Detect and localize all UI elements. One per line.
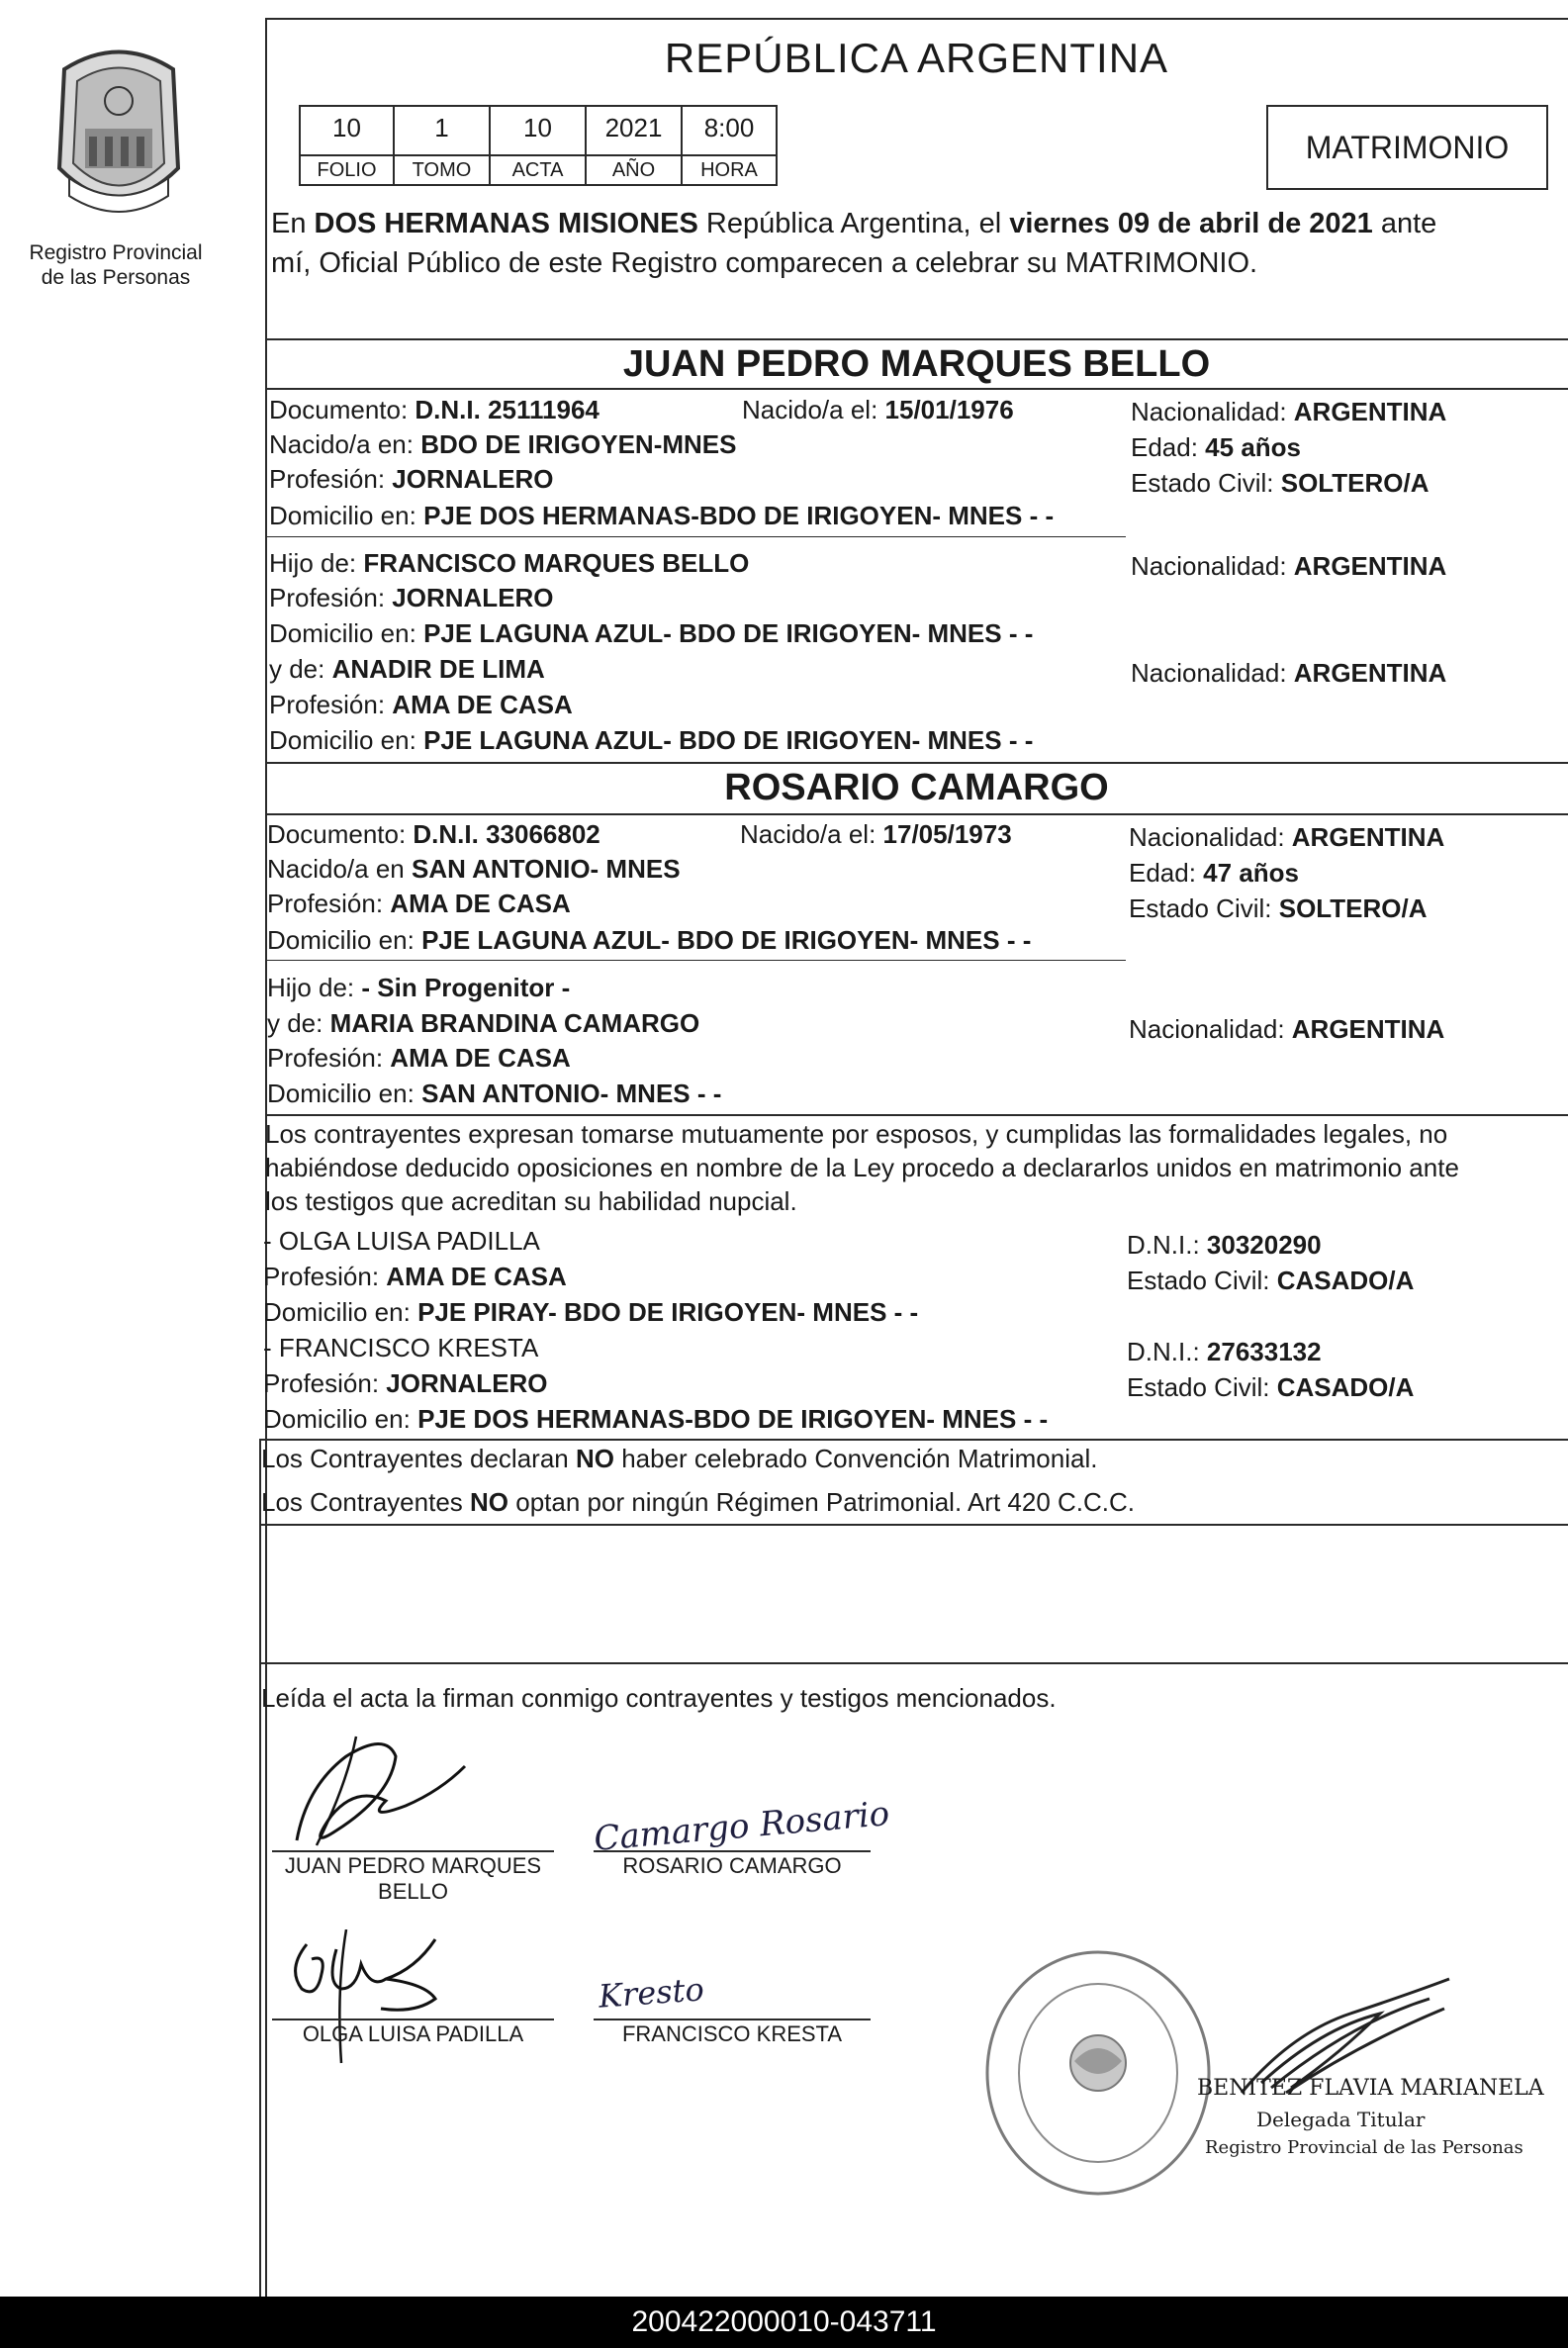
c2-documento <box>267 818 600 850</box>
divider-c1-name <box>265 388 1568 390</box>
c1-doc-value: D.N.I. 25111964 <box>415 395 600 424</box>
c1-prof-label: Profesión: <box>269 464 393 494</box>
c2-nacionalidad-value: ARGENTINA <box>1291 822 1445 852</box>
signature-kresta: Kresto <box>597 1970 705 2016</box>
c2-madre-dom-value: SAN ANTONIO- MNES - - <box>421 1079 722 1108</box>
c1-dom-value: PJE DOS HERMANAS-BDO DE IRIGOYEN- MNES - - <box>423 501 1055 530</box>
convencion-line1 <box>261 1443 1097 1474</box>
c1-lugar-value: BDO DE IRIGOYEN-MNES <box>420 429 737 459</box>
c2-madre-label: y de: <box>267 1008 330 1038</box>
c2-nac-value: 17/05/1973 <box>882 819 1012 849</box>
divider-observaciones-bottom <box>259 1662 1568 1664</box>
hora-label: HORA <box>683 154 776 184</box>
contrayente2-name: ROSARIO CAMARGO <box>724 767 1109 808</box>
c1-profesion <box>269 463 554 495</box>
testigo1-domicilio <box>263 1296 918 1328</box>
c2-civil-label: Estado Civil: <box>1129 893 1279 923</box>
c1-nac-label: Nacido/a el: <box>742 395 885 424</box>
c1-madre-prof-label: Profesión: <box>269 690 393 719</box>
testigo2-dni <box>1127 1336 1322 1367</box>
t2-civil-value: CASADO/A <box>1276 1372 1415 1402</box>
c1-padre-dom-value: PJE LAGUNA AZUL- BDO DE IRIGOYEN- MNES - - <box>423 618 1034 648</box>
oficial-registro: Registro Provincial de las Personas <box>1205 2137 1523 2158</box>
c2-madre-domicilio <box>267 1078 721 1109</box>
testigo2-domicilio <box>263 1403 1048 1435</box>
t1-dom-label: Domicilio en: <box>263 1297 418 1327</box>
testigo1-dni <box>1127 1229 1322 1261</box>
page-title: REPÚBLICA ARGENTINA <box>664 35 1169 81</box>
tomo-cell <box>393 105 491 186</box>
c1-nacionalidad-value: ARGENTINA <box>1293 397 1447 426</box>
t2-dni-label: D.N.I.: <box>1127 1337 1207 1366</box>
c1-prof-value: JORNALERO <box>392 464 554 494</box>
c1-lugar <box>269 428 736 460</box>
c1-madre-prof-value: AMA DE CASA <box>392 690 573 719</box>
divider-convencion <box>259 1439 1568 1441</box>
t2-dni-value: 27633132 <box>1206 1337 1322 1366</box>
c1-padre-nac-value: ARGENTINA <box>1293 551 1447 581</box>
testigo2-profesion <box>263 1367 548 1399</box>
acta-type-box: MATRIMONIO <box>1266 105 1548 190</box>
c2-dom-underline <box>265 960 1126 961</box>
c1-nacionalidad <box>1131 396 1446 427</box>
c1-padre-nacionalidad <box>1131 550 1446 582</box>
c1-padre-dom-label: Domicilio en: <box>269 618 424 648</box>
c2-profesion <box>267 888 571 919</box>
intro-text-b: República Argentina, el <box>697 208 1010 239</box>
c1-padre-nac-label: Nacionalidad: <box>1131 551 1294 581</box>
divider-c2-name <box>265 813 1568 815</box>
c1-edad-label: Edad: <box>1131 432 1206 462</box>
provincia-misiones-logo <box>30 40 208 237</box>
c1-madre-nac-value: ARGENTINA <box>1293 658 1447 688</box>
sig-label-2: ROSARIO CAMARGO <box>622 1853 842 1878</box>
c2-madre-nac-value: ARGENTINA <box>1291 1014 1445 1044</box>
testigo2-nombre: - FRANCISCO KRESTA <box>263 1333 539 1362</box>
conv2-c: optan por ningún Régimen Patrimonial. Art 420 C.C.C. <box>508 1487 1136 1517</box>
c2-padre <box>267 972 570 1003</box>
c2-madre-nacionalidad <box>1129 1013 1444 1045</box>
hora-value: 8:00 <box>703 113 755 142</box>
oficial-nombre: BENITEZ FLAVIA MARIANELA <box>1197 2076 1544 2101</box>
sig-label-3: OLGA LUISA PADILLA <box>302 2021 524 2046</box>
c1-padre-prof-label: Profesión: <box>269 583 393 612</box>
c1-madre-nacionalidad <box>1131 657 1446 689</box>
sig-label-1-line1: JUAN PEDRO MARQUES <box>284 1853 542 1878</box>
c1-edad <box>1131 431 1301 463</box>
contrayente1-name: JUAN PEDRO MARQUES BELLO <box>622 343 1211 385</box>
c2-edad <box>1129 857 1299 889</box>
acta-cell <box>489 105 587 186</box>
c2-edad-label: Edad: <box>1129 858 1204 888</box>
intro-text-c: ante <box>1372 208 1437 239</box>
folio-cell <box>299 105 395 186</box>
t1-civil-value: CASADO/A <box>1276 1266 1415 1295</box>
c2-lugar-value: SAN ANTONIO- MNES <box>411 854 681 884</box>
t2-prof-label: Profesión: <box>263 1368 387 1398</box>
sig-label-1-line2: BELLO <box>378 1879 448 1904</box>
c1-padre-profesion <box>269 582 554 613</box>
oficial-cargo: Delegada Titular <box>1256 2108 1426 2131</box>
testigo1-estado-civil <box>1127 1265 1414 1296</box>
testigo1-nombre: - OLGA LUISA PADILLA <box>263 1226 540 1256</box>
c2-nac-label: Nacido/a el: <box>740 819 883 849</box>
c2-dom-label: Domicilio en: <box>267 925 422 955</box>
c2-lugar-label: Nacido/a en <box>267 854 412 884</box>
c1-civil-value: SOLTERO/A <box>1280 468 1430 498</box>
intro-fecha: viernes 09 de abril de 2021 <box>1009 208 1373 239</box>
c2-prof-label: Profesión: <box>267 889 391 918</box>
tomo-label: TOMO <box>395 154 489 184</box>
acta-value: 10 <box>523 113 552 142</box>
declaracion-line3: los testigos que acreditan su habilidad nupcial. <box>265 1186 797 1216</box>
c2-madre-nac-label: Nacionalidad: <box>1129 1014 1292 1044</box>
intro-line1 <box>271 208 1436 239</box>
divider-observaciones-top <box>259 1524 1568 1526</box>
c1-madre-dom-value: PJE LAGUNA AZUL- BDO DE IRIGOYEN- MNES - - <box>423 725 1034 755</box>
testigo2-estado-civil <box>1127 1371 1414 1403</box>
c1-padre-value: FRANCISCO MARQUES BELLO <box>363 548 750 578</box>
tomo-value: 1 <box>434 113 449 142</box>
c1-padre-prof-value: JORNALERO <box>392 583 554 612</box>
c1-edad-value: 45 años <box>1205 432 1301 462</box>
c1-dom-underline <box>265 536 1126 537</box>
t2-dom-label: Domicilio en: <box>263 1404 418 1434</box>
t1-dni-label: D.N.I.: <box>1127 1230 1207 1260</box>
c1-estado-civil <box>1131 467 1429 499</box>
c1-nacionalidad-label: Nacionalidad: <box>1131 397 1294 426</box>
c1-madre-label: y de: <box>269 654 332 684</box>
t1-dom-value: PJE PIRAY- BDO DE IRIGOYEN- MNES - - <box>417 1297 919 1327</box>
c2-madre-prof-label: Profesión: <box>267 1043 391 1073</box>
t1-prof-value: AMA DE CASA <box>386 1262 567 1291</box>
divider-c2-top <box>265 762 1568 764</box>
c1-madre <box>269 653 545 685</box>
conv1-no: NO <box>575 1444 614 1473</box>
testigo1-profesion <box>263 1261 567 1292</box>
c2-madre-dom-label: Domicilio en: <box>267 1079 422 1108</box>
signature-juan-pedro <box>277 1727 475 1855</box>
convencion-line2 <box>261 1486 1135 1518</box>
anio-label: AÑO <box>587 154 681 184</box>
document-code-bar: 200422000010-043711 <box>0 2297 1568 2348</box>
c2-doc-value: D.N.I. 33066802 <box>413 819 600 849</box>
c1-civil-label: Estado Civil: <box>1131 468 1281 498</box>
t1-dni-value: 30320290 <box>1206 1230 1322 1260</box>
divider-c1-top <box>265 338 1568 340</box>
c1-padre-domicilio <box>269 617 1033 649</box>
c1-lugar-label: Nacido/a en: <box>269 429 421 459</box>
c1-madre-dom-label: Domicilio en: <box>269 725 424 755</box>
c1-madre-value: ANADIR DE LIMA <box>331 654 545 684</box>
anio-cell <box>585 105 683 186</box>
c1-nacimiento <box>742 394 1014 425</box>
conv1-a: Los Contrayentes declaran <box>261 1444 576 1473</box>
c2-madre <box>267 1007 699 1039</box>
c2-nacionalidad <box>1129 821 1444 853</box>
c2-edad-value: 47 años <box>1203 858 1299 888</box>
signature-rosario: Camargo Rosario <box>592 1794 891 1859</box>
conv2-a: Los Contrayentes <box>261 1487 471 1517</box>
official-seal-stamp <box>979 1944 1217 2202</box>
c2-madre-value: MARIA BRANDINA CAMARGO <box>329 1008 700 1038</box>
acta-label: ACTA <box>491 154 585 184</box>
c2-nacionalidad-label: Nacionalidad: <box>1129 822 1292 852</box>
t2-civil-label: Estado Civil: <box>1127 1372 1277 1402</box>
t1-prof-label: Profesión: <box>263 1262 387 1291</box>
c2-estado-civil <box>1129 892 1427 924</box>
intro-text-a: En <box>271 208 315 239</box>
logo-caption-line1: Registro Provincial <box>29 241 203 264</box>
declaracion-line1: Los contrayentes expresan tomarse mutuamente por esposos, y cumplidas las formalidades legales, no <box>265 1119 1448 1149</box>
frame-top-border <box>265 18 1568 20</box>
c2-lugar <box>267 853 681 885</box>
conv1-c: haber celebrado Convención Matrimonial. <box>613 1444 1098 1473</box>
t2-dom-value: PJE DOS HERMANAS-BDO DE IRIGOYEN- MNES - - <box>417 1404 1049 1434</box>
c2-padre-value: - Sin Progenitor - <box>361 973 571 1002</box>
c1-domicilio <box>269 500 1054 531</box>
sig-label-4: FRANCISCO KRESTA <box>621 2021 843 2046</box>
c1-dom-label: Domicilio en: <box>269 501 424 530</box>
c2-padre-label: Hijo de: <box>267 973 362 1002</box>
c1-documento <box>269 394 600 425</box>
t2-prof-value: JORNALERO <box>386 1368 548 1398</box>
anio-value: 2021 <box>604 113 663 142</box>
c2-prof-value: AMA DE CASA <box>390 889 571 918</box>
c1-padre <box>269 547 749 579</box>
divider-declaracion <box>265 1114 1568 1116</box>
c1-madre-nac-label: Nacionalidad: <box>1131 658 1294 688</box>
c1-madre-domicilio <box>269 724 1033 756</box>
c2-dom-value: PJE LAGUNA AZUL- BDO DE IRIGOYEN- MNES - - <box>421 925 1032 955</box>
c1-nac-value: 15/01/1976 <box>884 395 1014 424</box>
t1-civil-label: Estado Civil: <box>1127 1266 1277 1295</box>
intro-lugar: DOS HERMANAS MISIONES <box>314 208 698 239</box>
cierre-text: Leída el acta la firman conmigo contrayentes y testigos mencionados. <box>261 1683 1057 1713</box>
c1-doc-label: Documento: <box>269 395 415 424</box>
c1-madre-profesion <box>269 689 573 720</box>
hora-cell <box>681 105 778 186</box>
frame-left-border-lower <box>259 1439 261 2297</box>
conv2-no: NO <box>470 1487 509 1517</box>
c2-madre-profesion <box>267 1042 571 1074</box>
c2-madre-prof-value: AMA DE CASA <box>390 1043 571 1073</box>
c2-nacimiento <box>740 818 1012 850</box>
intro-line2: mí, Oficial Público de este Registro comparecen a celebrar su MATRIMONIO. <box>271 247 1258 279</box>
c2-domicilio <box>267 924 1031 956</box>
logo-caption-line2: de las Personas <box>41 266 191 289</box>
folio-label: FOLIO <box>301 154 393 184</box>
c2-civil-value: SOLTERO/A <box>1278 893 1428 923</box>
declaracion-line2: habiéndose deducido oposiciones en nombre de la Ley procedo a declararlos unidos en matrimonio ante <box>265 1153 1459 1182</box>
folio-value: 10 <box>332 113 361 142</box>
c2-doc-label: Documento: <box>267 819 414 849</box>
c1-padre-label: Hijo de: <box>269 548 364 578</box>
